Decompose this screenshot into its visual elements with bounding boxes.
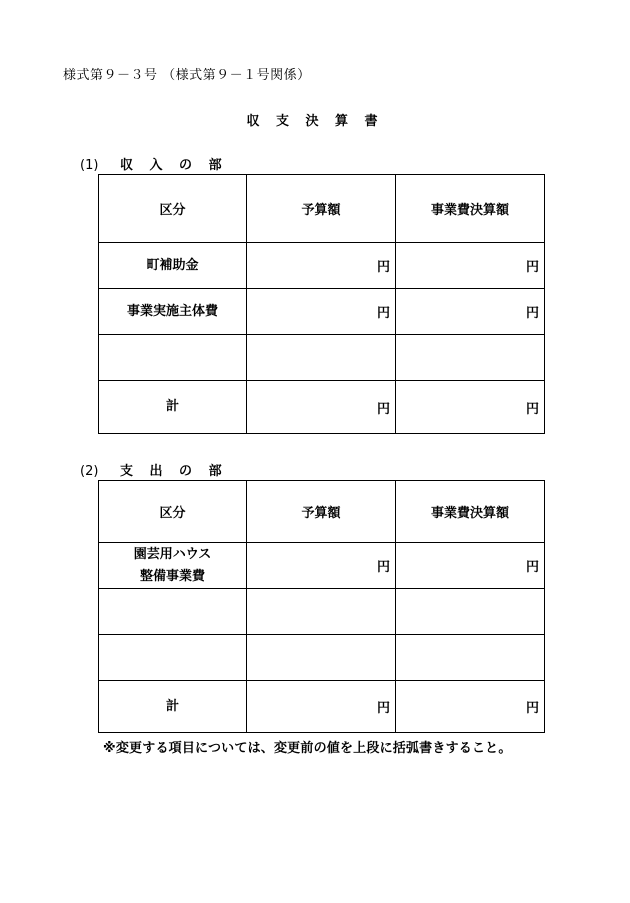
expense-total-label: 計	[99, 681, 247, 733]
document-title: 収 支 決 算 書	[246, 114, 384, 129]
income-header-row	[99, 175, 545, 243]
expense-row-category-line2: 整備事業費	[139, 568, 205, 584]
income-total-row	[99, 381, 545, 434]
expense-section-heading	[80, 460, 228, 479]
table-row	[99, 635, 545, 681]
income-row-actual: 円	[396, 289, 545, 335]
expense-row-actual	[396, 589, 545, 635]
expense-header-row	[99, 481, 545, 543]
table-row	[99, 589, 545, 635]
expense-row-category	[99, 635, 247, 681]
income-section-number: (1)	[80, 158, 99, 173]
income-total-label: 計	[99, 381, 247, 434]
income-row-category: 町補助金	[99, 243, 247, 289]
income-row-actual: 円	[396, 243, 545, 289]
income-section-label: 収 入 の 部	[120, 158, 228, 173]
table-row	[99, 289, 545, 335]
expense-row-budget	[247, 635, 396, 681]
expense-row-actual	[396, 635, 545, 681]
income-table	[98, 174, 545, 434]
expense-row-budget	[247, 589, 396, 635]
expense-row-actual: 円	[396, 543, 545, 589]
income-row-category: 事業実施主体費	[99, 289, 247, 335]
income-row-category	[99, 335, 247, 381]
form-number: 様式第９－３号 （様式第９－１号関係）	[63, 68, 311, 83]
expense-section-number: (2)	[80, 464, 99, 479]
expense-table	[98, 480, 545, 733]
table-row	[99, 543, 545, 589]
expense-header-budget: 予算額	[247, 481, 396, 543]
income-header-category: 区分	[99, 175, 247, 243]
table-row	[99, 335, 545, 381]
income-row-budget	[247, 335, 396, 381]
income-row-budget: 円	[247, 289, 396, 335]
expense-header-category: 区分	[99, 481, 247, 543]
expense-section-label: 支 出 の 部	[120, 464, 228, 479]
income-row-budget: 円	[247, 243, 396, 289]
expense-header-actual: 事業費決算額	[396, 481, 545, 543]
expense-row-category	[99, 589, 247, 635]
expense-row-category-line1: 園芸用ハウス	[133, 546, 212, 562]
income-row-actual	[396, 335, 545, 381]
expense-total-row	[99, 681, 545, 733]
expense-row-category	[99, 543, 247, 589]
income-section-heading	[80, 154, 228, 173]
income-header-budget: 予算額	[247, 175, 396, 243]
expense-total-actual: 円	[396, 681, 545, 733]
table-row	[99, 243, 545, 289]
income-total-actual: 円	[396, 381, 545, 434]
revision-note: ※変更する項目については、変更前の値を上段に括弧書きすること。	[103, 741, 512, 756]
expense-total-budget: 円	[247, 681, 396, 733]
income-total-budget: 円	[247, 381, 396, 434]
expense-row-budget: 円	[247, 543, 396, 589]
income-header-actual: 事業費決算額	[396, 175, 545, 243]
